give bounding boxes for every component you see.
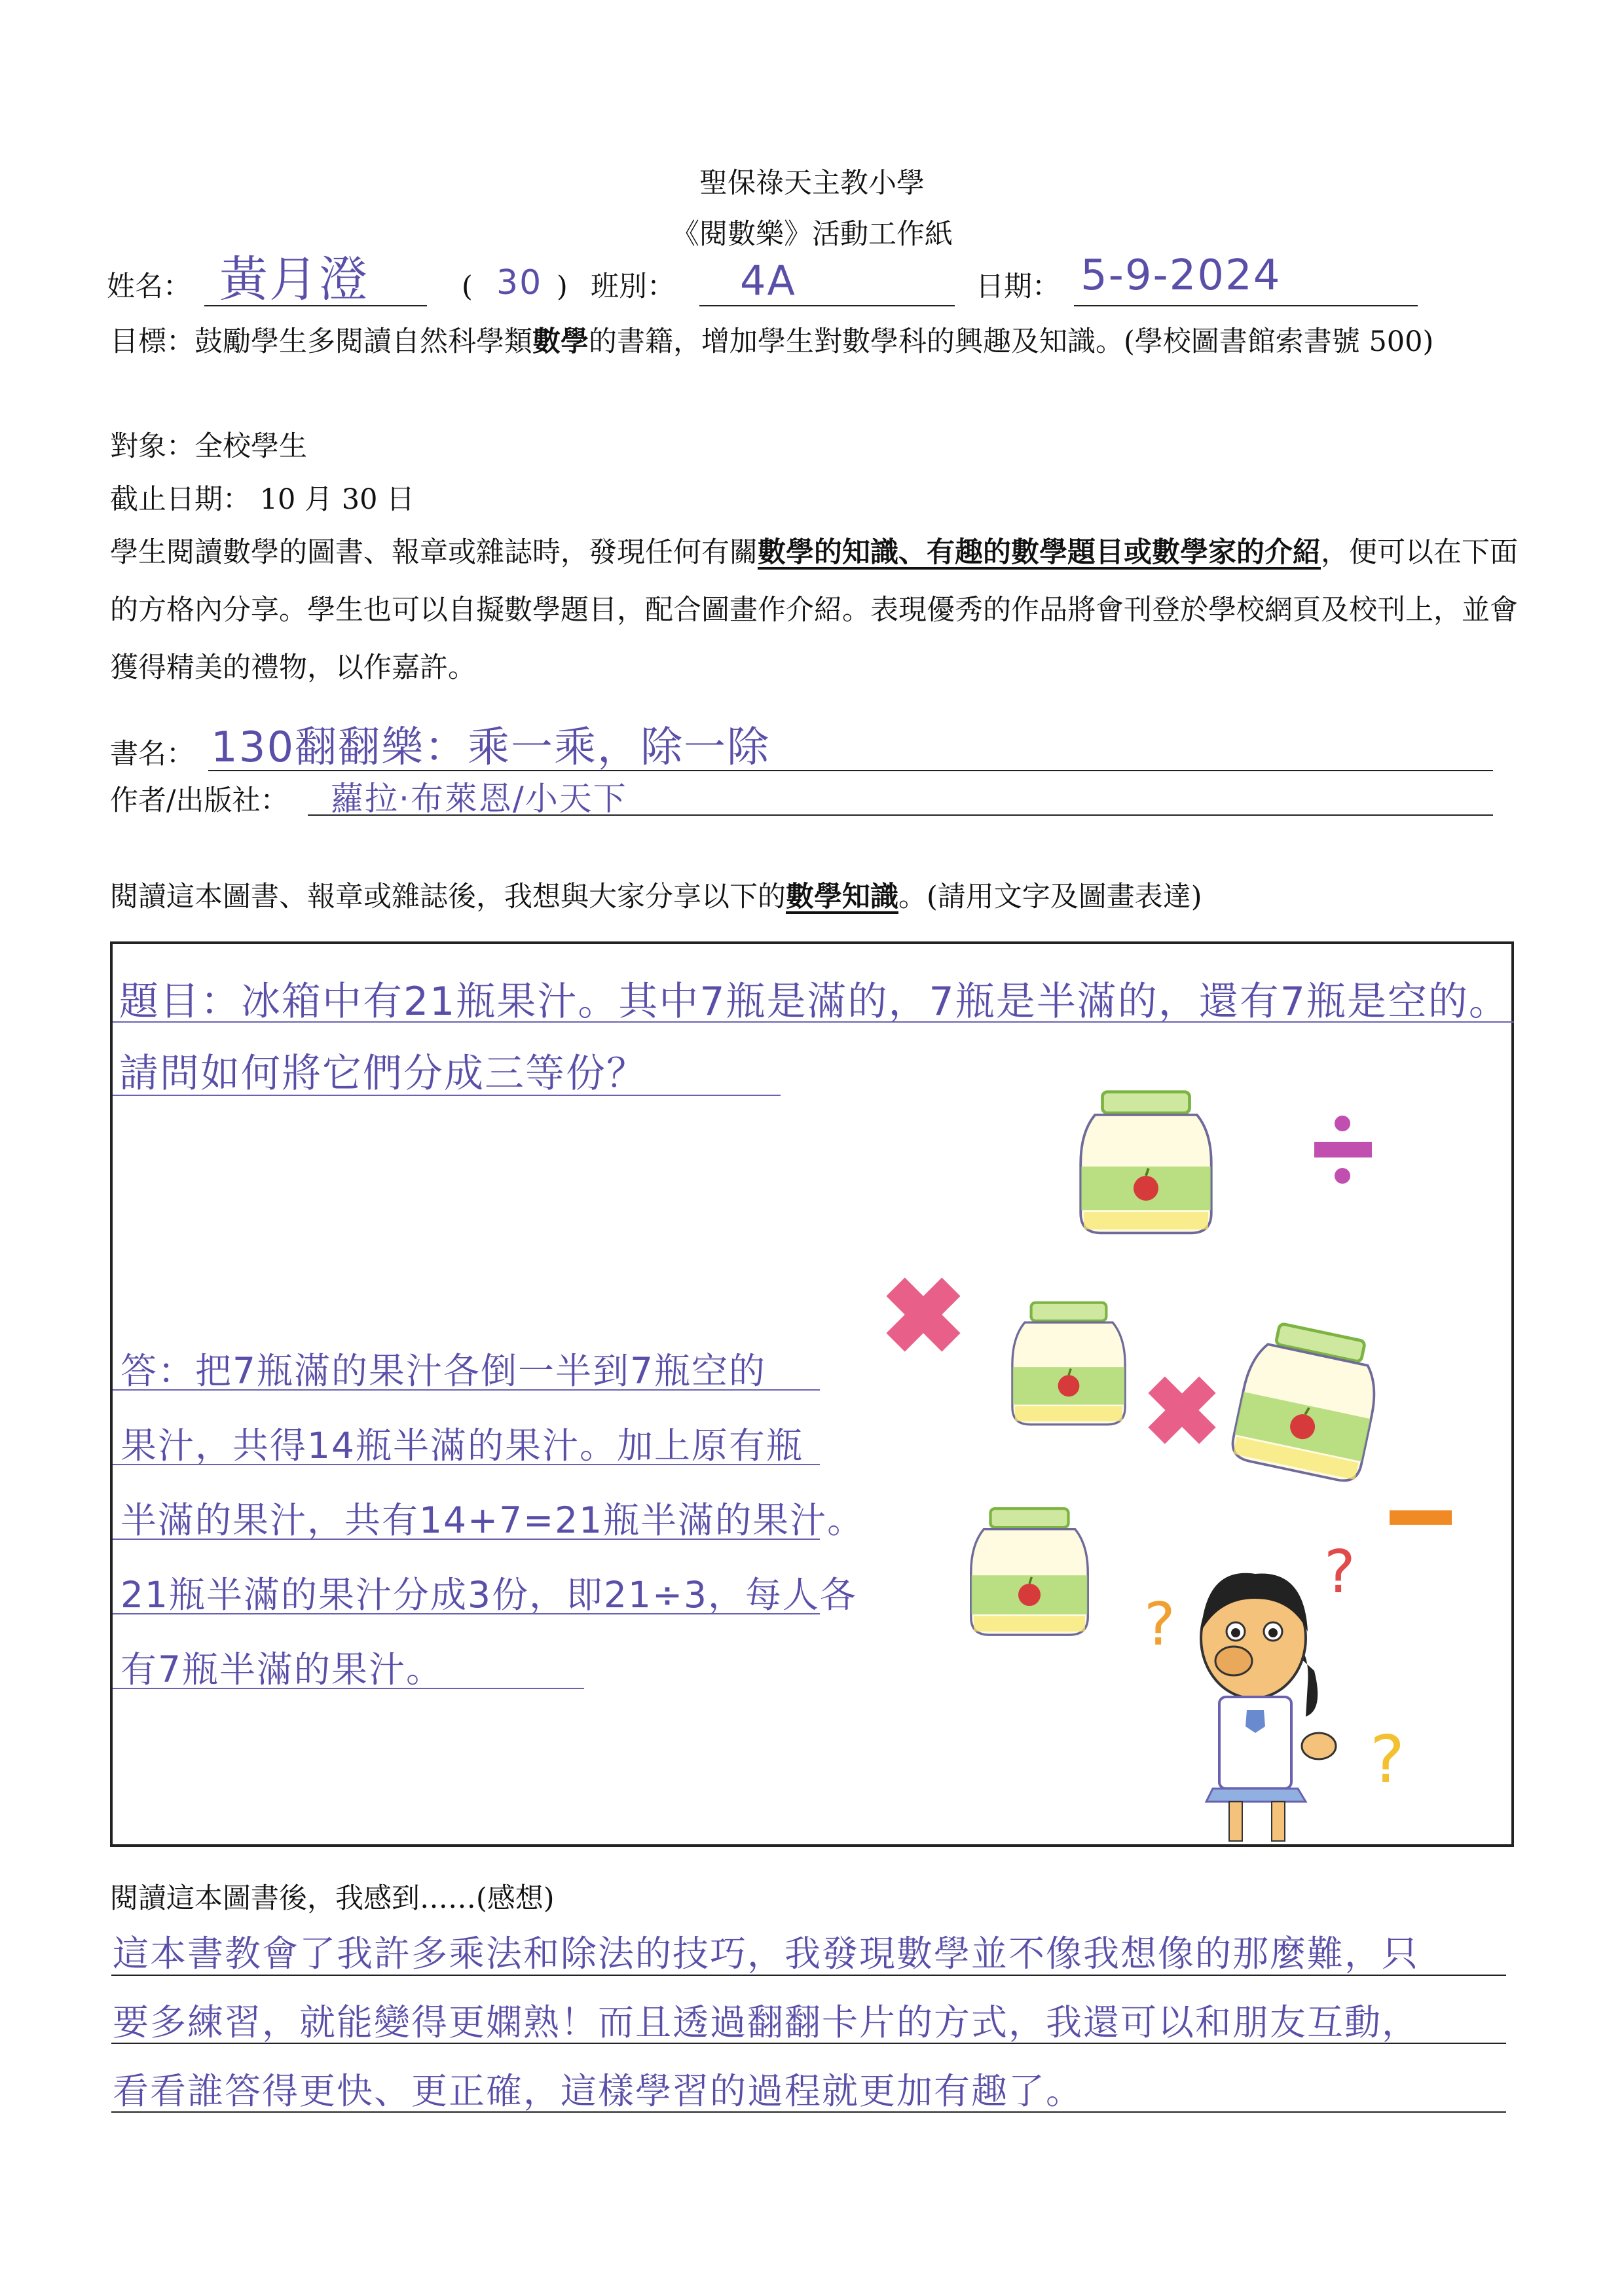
student-number-value: 30 — [496, 263, 543, 302]
date-value: 5-9-2024 — [1080, 251, 1282, 300]
name-underline — [204, 305, 427, 306]
question-mark-icon: ? — [1324, 1538, 1356, 1607]
reflection-underline-3 — [111, 2111, 1506, 2113]
reflection-underline-2 — [111, 2043, 1506, 2044]
goal-post: 的書籍，增加學生對數學科的興趣及知識。(學校圖書館索書號 500) — [589, 325, 1434, 358]
author-label: 作者/出版社： — [110, 784, 289, 817]
author-value: 蘿拉·布萊恩/小天下 — [331, 780, 627, 818]
divide-icon — [1314, 1116, 1372, 1184]
book-title-label: 書名： — [110, 738, 194, 771]
school-name: 聖保祿天主教小學 — [699, 167, 925, 200]
deadline-text: 截止日期： 10 月 30 日 — [110, 483, 415, 516]
goal-text — [110, 313, 1518, 371]
date-label: 日期： — [976, 270, 1060, 303]
date-underline — [1074, 305, 1418, 306]
minus-icon — [1390, 1510, 1452, 1525]
goal-pre: 目標：鼓勵學生多閱讀自然科學類 — [110, 325, 532, 358]
answer-line-5: 有7瓶半滿的果汁。 — [120, 1649, 443, 1690]
intro-text — [110, 524, 1518, 697]
reflection-line-1: 這本書教會了我許多乘法和除法的技巧，我發現數學並不像我想像的那麼難，只 — [113, 1933, 1420, 1975]
question-mark-icon: ? — [1144, 1590, 1175, 1659]
jar-icon — [1080, 1092, 1211, 1233]
target-text: 對象：全校學生 — [110, 430, 307, 463]
number-open: ( — [462, 270, 473, 303]
reflection-underline-1 — [111, 1975, 1506, 1976]
reflection-line-2: 要多練習，就能變得更嫻熟！而且透過翻翻卡片的方式，我還可以和朋友互動， — [113, 2001, 1420, 2043]
girl-drawing — [1201, 1573, 1336, 1841]
intro-bold: 數學的知識、有趣的數學題目或數學家的介紹 — [758, 536, 1321, 569]
worksheet-title: 《閱數樂》活動工作紙 — [671, 218, 953, 251]
answer-line-2: 果汁，共得14瓶半滿的果汁。加上原有瓶 — [120, 1425, 803, 1467]
book-title-underline — [208, 770, 1493, 771]
class-value: 4A — [740, 257, 796, 304]
goal-bold: 數學 — [532, 325, 589, 358]
question-line-2: 請問如何將它們分成三等份？ — [119, 1051, 647, 1097]
share-box — [110, 941, 1514, 1847]
class-underline — [699, 305, 955, 306]
intro-pre: 學生閱讀數學的圖書、報章或雜誌時，發現任何有關 — [110, 536, 758, 569]
reflection-line-3: 看看誰答得更快、更正確，這樣學習的過程就更加有趣了。 — [113, 2070, 1084, 2112]
multiply-icon — [1131, 1359, 1233, 1461]
illustration — [113, 944, 1511, 1844]
answer-line-4: 21瓶半滿的果汁分成3份，即21÷3，每人各 — [120, 1574, 858, 1616]
share-prompt — [110, 877, 1202, 917]
question-line-1: 題目：冰箱中有21瓶果汁。其中7瓶是滿的，7瓶是半滿的，還有7瓶是空的。 — [119, 979, 1509, 1025]
reflection-label: 閱讀這本圖書後，我感到……(感想) — [110, 1882, 555, 1915]
class-label: 班別： — [591, 270, 675, 303]
share-prompt-pre: 閱讀這本圖書、報章或雜誌後，我想與大家分享以下的 — [110, 881, 786, 913]
answer-line-1: 答：把7瓶滿的果汁各倒一半到7瓶空的 — [120, 1350, 766, 1392]
jar-icon — [1012, 1303, 1125, 1425]
name-value: 黃月澄 — [219, 251, 369, 308]
share-prompt-bold: 數學知識 — [786, 881, 898, 913]
answer-line-3: 半滿的果汁，共有14+7=21瓶半滿的果汁。 — [120, 1499, 865, 1541]
name-label: 姓名： — [107, 270, 191, 303]
question-mark-icon: ? — [1370, 1721, 1405, 1798]
book-title-value: 130翻翻樂：乘一乘，除一除 — [211, 723, 771, 772]
jar-icon — [971, 1508, 1088, 1635]
jar-icon — [1229, 1319, 1386, 1484]
author-underline — [308, 814, 1493, 816]
number-close: ) — [557, 270, 568, 303]
intro-post: ，便可以在下面的方格內分享。學生也可以自擬數學題目，配合圖畫作介紹。表現優秀的作品將會刊登於學校網頁及校刊上，並會獲得精美的禮物，以作嘉許。 — [110, 536, 1518, 684]
share-prompt-post: 。(請用文字及圖畫表達) — [898, 881, 1202, 913]
multiply-icon — [868, 1259, 979, 1370]
